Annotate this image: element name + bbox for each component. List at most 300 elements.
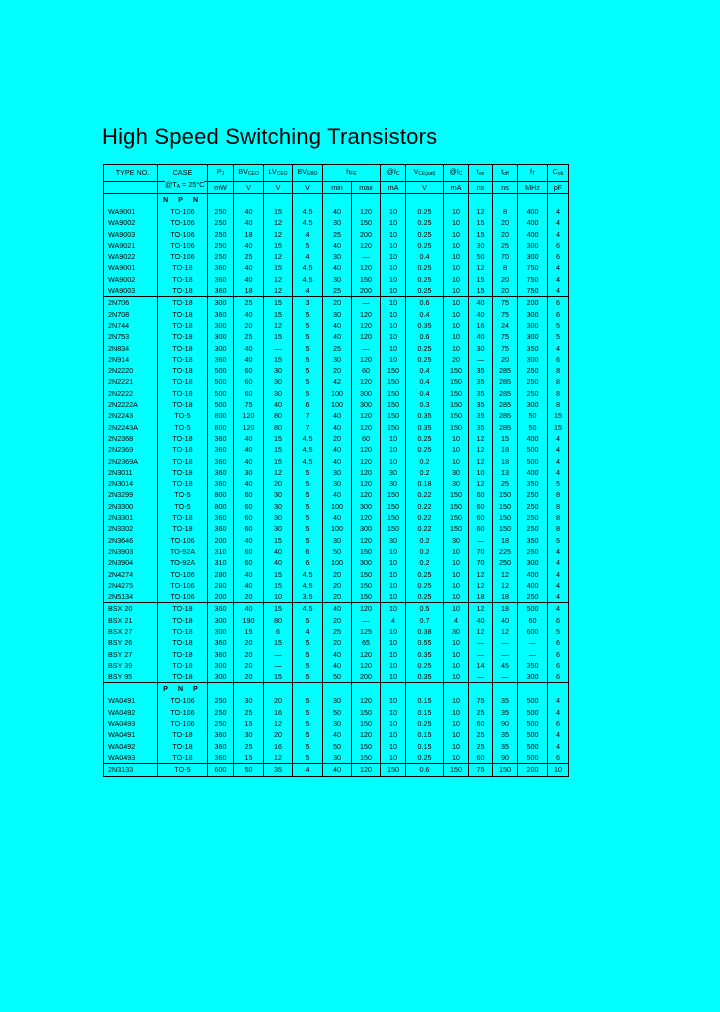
value-cell: —	[469, 649, 493, 660]
value-cell: 30	[323, 217, 352, 228]
value-cell: 10	[381, 546, 406, 557]
value-cell: 5	[293, 376, 323, 387]
value-cell: 300	[518, 557, 548, 568]
value-cell: 20	[493, 354, 518, 365]
value-cell: 40	[234, 580, 264, 591]
value-cell: 5	[293, 501, 323, 512]
value-cell: 75	[493, 309, 518, 320]
table-row	[104, 229, 569, 240]
table-row	[104, 649, 569, 660]
value-cell: 25	[234, 707, 264, 718]
value-cell: 0.55	[406, 637, 444, 648]
value-cell: 0.6	[406, 331, 444, 342]
header-label: P	[216, 167, 222, 176]
value-cell: 30	[323, 354, 352, 365]
value-cell: 500	[518, 456, 548, 467]
header-subscript: CEO	[276, 171, 288, 177]
value-cell: 10	[381, 626, 406, 637]
value-cell: 250	[208, 251, 234, 262]
value-cell: 40	[323, 660, 352, 671]
value-cell: —	[264, 343, 293, 354]
value-cell: 15	[493, 433, 518, 444]
value-cell: 25	[234, 331, 264, 342]
value-cell: 4	[293, 229, 323, 240]
value-cell: 30	[234, 695, 264, 706]
value-cell: 150	[444, 399, 469, 410]
header-row	[104, 165, 569, 182]
type-cell: 2N2368	[104, 433, 158, 444]
value-cell: 0.2	[406, 557, 444, 568]
value-cell: 5	[293, 660, 323, 671]
value-cell: 5	[293, 354, 323, 365]
value-cell: TO-18	[158, 649, 208, 660]
type-cell: 2N3302	[104, 523, 158, 534]
value-cell: 12	[469, 603, 493, 615]
value-cell: 15	[234, 626, 264, 637]
value-cell: TO-106	[158, 206, 208, 217]
value-cell: 5	[293, 637, 323, 648]
unit-cell	[104, 182, 158, 194]
value-cell: 300	[208, 671, 234, 683]
value-cell: 10	[444, 649, 469, 660]
table-row	[104, 718, 569, 729]
header-subscript: FE	[350, 171, 357, 177]
value-cell: 10	[381, 331, 406, 342]
value-cell: 16	[264, 741, 293, 752]
value-cell: 120	[352, 535, 381, 546]
value-cell: 10	[444, 729, 469, 740]
value-cell: 75	[469, 695, 493, 706]
value-cell: 5	[293, 695, 323, 706]
value-cell: 12	[469, 444, 493, 455]
table-row	[104, 591, 569, 603]
table-row	[104, 546, 569, 557]
value-cell: 60	[234, 557, 264, 568]
column-header	[469, 165, 493, 182]
value-cell: 4.5	[293, 206, 323, 217]
value-cell: 12	[469, 569, 493, 580]
value-cell: 6	[548, 309, 569, 320]
value-cell: 15	[264, 354, 293, 365]
type-cell: WA9022	[104, 251, 158, 262]
value-cell: 360	[208, 752, 234, 764]
value-cell: 20	[323, 569, 352, 580]
value-cell: TO-106	[158, 707, 208, 718]
value-cell: 10	[381, 637, 406, 648]
value-cell: 25	[234, 741, 264, 752]
value-cell: 0.4	[406, 309, 444, 320]
value-cell: 12	[469, 478, 493, 489]
table-row	[104, 285, 569, 297]
value-cell: 50	[518, 422, 548, 433]
value-cell: 0.4	[406, 251, 444, 262]
value-cell: 60	[234, 501, 264, 512]
value-cell: 5	[548, 626, 569, 637]
value-cell: TO-5	[158, 489, 208, 500]
header-label: V	[413, 167, 419, 176]
value-cell: 80	[264, 422, 293, 433]
section-row	[104, 683, 569, 696]
value-cell: 25	[493, 478, 518, 489]
column-header	[293, 165, 323, 182]
value-cell: 300	[352, 501, 381, 512]
value-cell: 120	[352, 467, 381, 478]
value-cell: 200	[352, 285, 381, 297]
value-cell: 20	[323, 433, 352, 444]
value-cell: 0.35	[406, 671, 444, 683]
value-cell: 190	[234, 615, 264, 626]
value-cell: 150	[493, 501, 518, 512]
value-cell: 0.6	[406, 297, 444, 309]
value-cell: 400	[518, 217, 548, 228]
value-cell: TO-18	[158, 297, 208, 309]
unit-label: max	[359, 183, 373, 192]
value-cell: 0.25	[406, 591, 444, 603]
value-cell: TO-18	[158, 660, 208, 671]
value-cell: 7	[293, 422, 323, 433]
value-cell: 5	[293, 320, 323, 331]
value-cell: 10	[264, 591, 293, 603]
value-cell: 500	[518, 741, 548, 752]
value-cell: 285	[493, 410, 518, 421]
value-cell: 5	[293, 707, 323, 718]
table-row	[104, 320, 569, 331]
value-cell: 200	[352, 229, 381, 240]
table-row	[104, 535, 569, 546]
value-cell: 6	[264, 626, 293, 637]
value-cell: 20	[264, 478, 293, 489]
type-cell: WA9002	[104, 274, 158, 285]
value-cell: 10	[444, 707, 469, 718]
value-cell: 10	[381, 262, 406, 273]
value-cell: 0.25	[406, 217, 444, 228]
value-cell: TO-18	[158, 331, 208, 342]
value-cell: 30	[323, 251, 352, 262]
value-cell: 4.5	[293, 456, 323, 467]
type-cell: 2N4274	[104, 569, 158, 580]
value-cell: 60	[234, 376, 264, 387]
value-cell: 60	[518, 615, 548, 626]
unit-cell	[208, 182, 234, 194]
value-cell: —	[518, 637, 548, 648]
value-cell: 150	[381, 501, 406, 512]
value-cell: 350	[518, 660, 548, 671]
value-cell: 40	[264, 399, 293, 410]
value-cell: 45	[493, 660, 518, 671]
value-cell: 35	[264, 764, 293, 776]
value-cell: 250	[518, 489, 548, 500]
value-cell: 250	[518, 591, 548, 603]
value-cell: 5	[293, 741, 323, 752]
value-cell: 0.38	[406, 626, 444, 637]
value-cell: 3.5	[293, 591, 323, 603]
value-cell: 5	[293, 365, 323, 376]
value-cell: 0.2	[406, 535, 444, 546]
value-cell: 250	[208, 206, 234, 217]
table-row	[104, 741, 569, 752]
table-row	[104, 637, 569, 648]
value-cell: 15	[264, 297, 293, 309]
value-cell: 250	[208, 718, 234, 729]
value-cell: 80	[264, 615, 293, 626]
value-cell: 12	[493, 569, 518, 580]
value-cell: 120	[352, 376, 381, 387]
type-cell: WA9021	[104, 240, 158, 251]
header-label: t	[501, 167, 504, 176]
value-cell: 15	[234, 752, 264, 764]
table-row	[104, 309, 569, 320]
value-cell: 150	[352, 591, 381, 603]
value-cell: 150	[381, 365, 406, 376]
value-cell: 30	[381, 535, 406, 546]
unit-cell	[234, 182, 264, 194]
value-cell: 20	[493, 229, 518, 240]
value-cell: 0.7	[406, 615, 444, 626]
value-cell: 35	[469, 410, 493, 421]
value-cell: 5	[293, 615, 323, 626]
value-cell: 8	[548, 501, 569, 512]
value-cell: 0.18	[406, 478, 444, 489]
value-cell: 50	[323, 671, 352, 683]
value-cell: 20	[234, 649, 264, 660]
header-subscript: J	[221, 171, 225, 177]
value-cell: 120	[352, 660, 381, 671]
value-cell: 0.5	[406, 603, 444, 615]
value-cell: 75	[493, 331, 518, 342]
value-cell: 100	[323, 523, 352, 534]
value-cell: 35	[493, 707, 518, 718]
value-cell: 40	[469, 309, 493, 320]
value-cell: TO-106	[158, 591, 208, 603]
value-cell: TO-92A	[158, 557, 208, 568]
value-cell: 10	[381, 569, 406, 580]
value-cell: 300	[352, 399, 381, 410]
value-cell: 120	[352, 331, 381, 342]
unit-cell	[469, 182, 493, 194]
value-cell: 150	[381, 422, 406, 433]
column-header	[518, 165, 548, 182]
value-cell: 4.5	[293, 217, 323, 228]
value-cell: 15	[234, 718, 264, 729]
column-header	[381, 165, 406, 182]
value-cell: 150	[352, 274, 381, 285]
value-cell: 300	[518, 331, 548, 342]
type-cell: 2N3299	[104, 489, 158, 500]
unit-cell	[518, 182, 548, 194]
value-cell: 10	[444, 741, 469, 752]
value-cell: 5	[293, 523, 323, 534]
value-cell: 18	[234, 285, 264, 297]
value-cell: 12	[264, 320, 293, 331]
value-cell: 10	[381, 297, 406, 309]
value-cell: 150	[352, 569, 381, 580]
unit-label: V	[422, 183, 427, 192]
value-cell: 600	[208, 764, 234, 776]
value-cell: 40	[234, 433, 264, 444]
value-cell: 16	[264, 707, 293, 718]
type-cell: WA9003	[104, 285, 158, 297]
value-cell: 360	[208, 433, 234, 444]
unit-cell	[381, 182, 406, 194]
value-cell: 42	[323, 376, 352, 387]
value-cell: 30	[323, 478, 352, 489]
value-cell: 6	[548, 615, 569, 626]
value-cell: 300	[518, 320, 548, 331]
value-cell: 200	[208, 535, 234, 546]
column-header	[158, 165, 208, 182]
value-cell: 30	[444, 535, 469, 546]
value-cell: 500	[518, 695, 548, 706]
value-cell: 10	[381, 649, 406, 660]
value-cell: 10	[381, 433, 406, 444]
table-row	[104, 478, 569, 489]
value-cell: 100	[323, 399, 352, 410]
value-cell: 40	[469, 297, 493, 309]
value-cell: 4.5	[293, 262, 323, 273]
column-header	[234, 165, 264, 182]
value-cell: 25	[323, 229, 352, 240]
value-cell: —	[469, 535, 493, 546]
value-cell: 40	[264, 557, 293, 568]
unit-label: mA	[387, 183, 399, 192]
value-cell: 35	[469, 376, 493, 387]
value-cell: 20	[323, 297, 352, 309]
value-cell: —	[493, 637, 518, 648]
value-cell: 3	[293, 297, 323, 309]
type-cell: WA9001	[104, 206, 158, 217]
column-header	[323, 165, 381, 182]
value-cell: 10	[444, 580, 469, 591]
value-cell: 150	[493, 523, 518, 534]
value-cell: TO-106	[158, 569, 208, 580]
header-subscript: off	[503, 171, 509, 177]
value-cell: 500	[518, 729, 548, 740]
value-cell: 15	[264, 206, 293, 217]
value-cell: 8	[493, 262, 518, 273]
value-cell: 360	[208, 467, 234, 478]
value-cell: 18	[469, 591, 493, 603]
value-cell: 0.2	[406, 456, 444, 467]
value-cell: —	[264, 660, 293, 671]
value-cell: 120	[352, 603, 381, 615]
value-cell: 10	[381, 741, 406, 752]
value-cell: 6	[548, 240, 569, 251]
value-cell: 35	[493, 729, 518, 740]
value-cell: 40	[323, 489, 352, 500]
value-cell: 10	[444, 274, 469, 285]
value-cell: 6	[293, 546, 323, 557]
table-row	[104, 343, 569, 354]
value-cell: 0.25	[406, 433, 444, 444]
value-cell: 5	[548, 331, 569, 342]
value-cell: 10	[381, 229, 406, 240]
value-cell: 25	[469, 741, 493, 752]
value-cell: 400	[518, 206, 548, 217]
value-cell: 0.15	[406, 707, 444, 718]
value-cell: 15	[469, 229, 493, 240]
value-cell: 285	[493, 388, 518, 399]
value-cell: 500	[208, 376, 234, 387]
value-cell: 20	[323, 637, 352, 648]
value-cell: 4	[548, 557, 569, 568]
table-row	[104, 671, 569, 683]
value-cell: 40	[323, 603, 352, 615]
value-cell: 200	[518, 297, 548, 309]
value-cell: 300	[208, 343, 234, 354]
value-cell: 300	[518, 671, 548, 683]
value-cell: TO-18	[158, 456, 208, 467]
value-cell: 300	[518, 309, 548, 320]
column-header	[104, 165, 158, 182]
table-row	[104, 695, 569, 706]
type-cell: 2N2243A	[104, 422, 158, 433]
table-row	[104, 707, 569, 718]
value-cell: TO-5	[158, 410, 208, 421]
value-cell: 18	[493, 591, 518, 603]
value-cell: 35	[469, 388, 493, 399]
value-cell: 750	[518, 262, 548, 273]
value-cell: 120	[352, 410, 381, 421]
value-cell: 10	[381, 251, 406, 262]
value-cell: 4	[444, 615, 469, 626]
type-cell: 2N3011	[104, 467, 158, 478]
type-cell: WA0493	[104, 752, 158, 764]
value-cell: 120	[352, 240, 381, 251]
value-cell: 150	[444, 365, 469, 376]
value-cell: —	[352, 297, 381, 309]
value-cell: 18	[493, 444, 518, 455]
value-cell: 150	[444, 422, 469, 433]
unit-cell	[264, 182, 293, 194]
value-cell: 35	[493, 741, 518, 752]
value-cell: 500	[518, 752, 548, 764]
value-cell: 360	[208, 478, 234, 489]
value-cell: 30	[323, 752, 352, 764]
value-cell: 50	[234, 764, 264, 776]
value-cell: 10	[444, 546, 469, 557]
value-cell: 310	[208, 557, 234, 568]
value-cell: 800	[208, 501, 234, 512]
header-label: TYPE NO.	[115, 168, 150, 177]
unit-cell	[293, 182, 323, 194]
value-cell: 120	[352, 764, 381, 776]
value-cell: TO-18	[158, 729, 208, 740]
type-cell: 2N744	[104, 320, 158, 331]
value-cell: TO-92A	[158, 546, 208, 557]
value-cell: 10	[381, 695, 406, 706]
value-cell: 0.4	[406, 365, 444, 376]
value-cell: 40	[234, 240, 264, 251]
table-row	[104, 512, 569, 523]
value-cell: 225	[493, 546, 518, 557]
value-cell: 10	[444, 603, 469, 615]
value-cell: 10	[444, 262, 469, 273]
value-cell: 0.25	[406, 580, 444, 591]
type-cell: 2N2369A	[104, 456, 158, 467]
type-cell: 2N2369	[104, 444, 158, 455]
value-cell: 15	[469, 285, 493, 297]
value-cell: 25	[493, 240, 518, 251]
value-cell: 360	[208, 729, 234, 740]
value-cell: 250	[208, 240, 234, 251]
table-row	[104, 433, 569, 444]
value-cell: TO-18	[158, 388, 208, 399]
value-cell: 40	[264, 546, 293, 557]
value-cell: 18	[234, 229, 264, 240]
value-cell: 150	[352, 741, 381, 752]
type-cell: 2N706	[104, 297, 158, 309]
value-cell: 300	[352, 388, 381, 399]
